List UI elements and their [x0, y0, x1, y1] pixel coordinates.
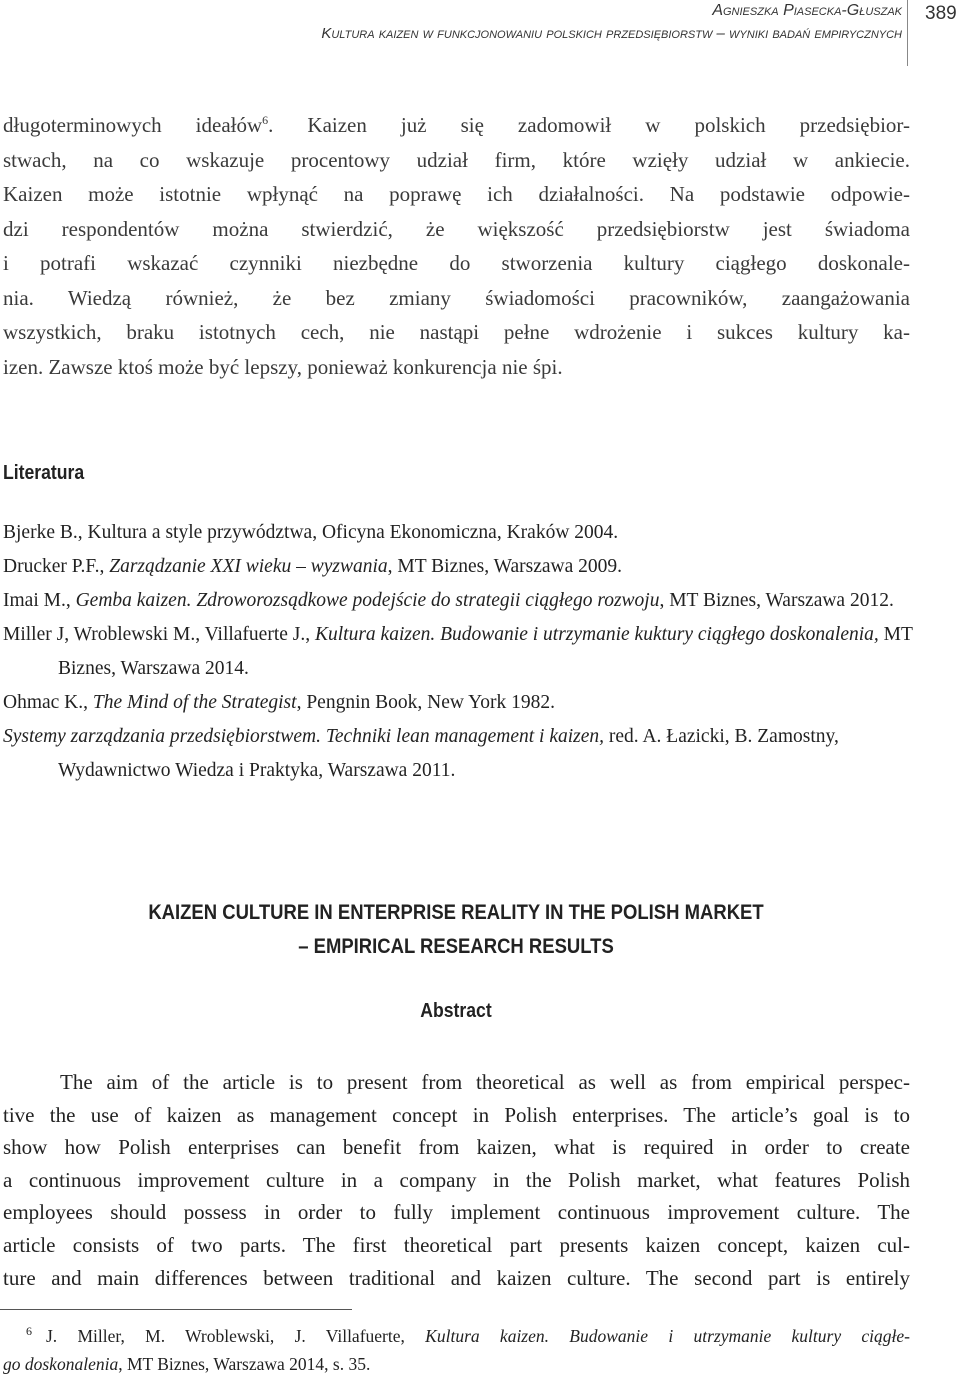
- abstract-line: a continuous improvement culture in a company in the Polish market, what features Polish: [3, 1167, 910, 1192]
- abstract-line: employees should possess in order to fully implement continuous improvement culture. The: [3, 1200, 910, 1225]
- body-line: izen. Zawsze ktoś może być lepszy, ponieważ konkurencja nie śpi.: [3, 354, 563, 379]
- reference-item: Ohmac K., The Mind of the Strategist, Pengnin Book, New York 1982.: [3, 692, 555, 713]
- footnote-ref[interactable]: 6: [262, 113, 269, 127]
- reference-item: Drucker P.F., Zarządzanie XXI wieku – wyzwania, MT Biznes, Warszawa 2009.: [3, 556, 623, 577]
- body-line: dzi respondentów można stwierdzić, że większość przedsiębiorstw jest świadoma: [3, 216, 910, 241]
- body-line: nia. Wiedzą również, że bez zmiany świadomości pracowników, zaangażowania: [3, 285, 910, 310]
- header-author: Agnieszka Piasecka-Głuszak: [712, 2, 902, 19]
- abstract-line: show how Polish enterprises can benefit from kaizen, what is required in order to create: [3, 1135, 910, 1160]
- header-divider: [907, 0, 908, 66]
- abstract-heading: Abstract: [420, 1000, 492, 1022]
- body-line: wszystkich, braku istotnych cech, nie nastąpi pełne wdrożenie i sukces kultury ka-: [3, 320, 910, 344]
- abstract-line: article consists of two parts. The first theoretical part presents kaizen concept, kaizen cul-: [3, 1232, 910, 1257]
- english-title-line: – EMPIRICAL RESEARCH RESULTS: [298, 935, 614, 958]
- reference-item: Systemy zarządzania przedsiębiorstwem. Techniki lean management i kaizen, red. A. Łazicki, B. Zamostny, Wydawnictwo Wiedza i Praktyka, Warszawa 2011.: [3, 726, 839, 781]
- english-title: [55, 896, 858, 964]
- abstract-text: [3, 1066, 910, 1294]
- body-line: stwach, na co wskazuje procentowy udział firm, które wzięły udział w ankiecie.: [3, 147, 910, 172]
- footnote-line: go doskonalenia, MT Biznes, Warszawa 2014, s. 35.: [3, 1354, 371, 1374]
- literature-heading: Literatura: [3, 462, 85, 484]
- footnote-rule: [0, 1309, 352, 1310]
- footnote: [3, 1322, 910, 1378]
- body-paragraph: [3, 108, 910, 384]
- english-title-line: KAIZEN CULTURE IN ENTERPRISE REALITY IN THE POLISH MARKET: [148, 901, 764, 924]
- abstract-line: ture and main differences between traditional and kaizen culture. The second part is entirely: [3, 1265, 910, 1290]
- reference-item: Bjerke B., Kultura a style przywództwa, Oficyna Ekonomiczna, Kraków 2004.: [3, 522, 619, 543]
- running-header: [0, 0, 960, 70]
- body-line: długoterminowych ideałów$^6$. Kaizen już się zadomowił w polskich przedsiębior-: [3, 113, 910, 137]
- footnote-number: 6: [26, 1324, 32, 1339]
- reference-list: [3, 516, 913, 788]
- body-line: Kaizen może istotnie wpłynąć na poprawę ich działalności. Na podstawie odpowie-: [3, 182, 910, 206]
- abstract-line: The aim of the article is to present from theoretical as well as from empirical perspec-: [60, 1070, 910, 1094]
- header-running-title: Kultura kaizen w funkcjonowaniu polskich przedsiębiorstw – wyniki badań empirycznych: [321, 25, 902, 42]
- footnote-line: $^6$ J. Miller, M. Wroblewski, J. Villafuerte, Kultura kaizen. Budowanie i utrzymanie kultury ciągłe-: [26, 1324, 910, 1346]
- abstract-line: tive the use of kaizen as management concept in Polish enterprises. The article’s goal is to: [3, 1102, 910, 1127]
- page-number: 389: [925, 3, 957, 24]
- reference-item: Imai M., Gemba kaizen. Zdroworozsądkowe podejście do strategii ciągłego rozwoju, MT Biznes, Warszawa 2012.: [3, 590, 894, 611]
- reference-item: Miller J, Wroblewski M., Villafuerte J., Kultura kaizen. Budowanie i utrzymanie kuktury ciągłego doskonalenia, MT Biznes, Warszawa 2014.: [3, 624, 913, 679]
- body-line: i potrafi wskazać czynniki niezbędne do stworzenia kultury ciągłego doskonale-: [3, 251, 910, 275]
